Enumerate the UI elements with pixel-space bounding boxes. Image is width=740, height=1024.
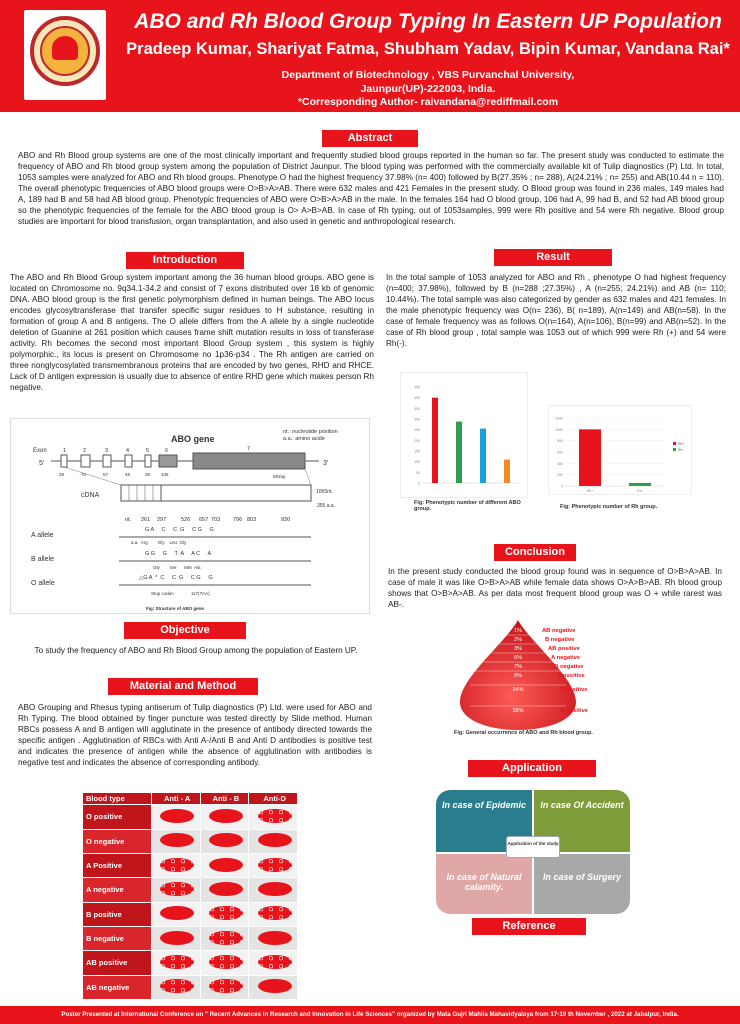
smooth-well [249, 829, 298, 853]
exon-3 [103, 455, 111, 467]
agglutinated-well [200, 975, 249, 999]
pyramid-pct: 6% [514, 655, 522, 661]
table-row-label: O negative [83, 829, 152, 853]
o-allele-label: O allele [31, 580, 55, 587]
pyramid-pct: 38% [512, 708, 524, 714]
table-row-label: A negative [83, 878, 152, 902]
university-logo [24, 10, 106, 100]
abo-gene-figure [10, 418, 370, 614]
y-tick-label: 450 [414, 385, 420, 390]
exon-num-7: 7 [247, 446, 251, 452]
result-text: In the total sample of 1053 analyzed for ABO and Rh , phenotype O had highest frequency (n=400; 37.98%), followed by B (n=288 ;27.35%) , A (n=255; 24.21%) and AB (n= 110; 10.44%). The total sample was also categorized by gender as 632 males and 421 females. In the male phenotypic frequency was O(n= 236), B( n=189), A(n=149) and AB(n=58). In the case of female frequency was as follows O(n=164), A(n=106), B(n=99) and AB(n=52). In the case of Rh blood group , total sample was 1053 out of which 999 were Rh (+) and 54 were Rh(-). [386, 273, 726, 348]
y-tick-label: 1000 [555, 427, 563, 432]
pos-297: 297 [157, 517, 167, 523]
smooth-well [249, 926, 298, 950]
agglutinated-well [249, 805, 298, 829]
exon-size-4: 48 [125, 472, 131, 477]
gene-figure-caption: Fig: Structure of ABO gene [146, 606, 204, 611]
y-tick-label: 0 [561, 484, 563, 489]
pyramid-pct: 7% [514, 664, 522, 670]
pyramid-pct: 2% [514, 637, 522, 643]
bar-Rh- [629, 483, 651, 486]
table-header-anti-a: Anti - A [151, 793, 200, 805]
smooth-well [200, 878, 249, 902]
exon-num-4: 4 [126, 448, 130, 454]
o-allele-bases: △G A * C C G C G G [139, 575, 213, 581]
blood-drop-figure [460, 620, 630, 730]
conclusion-heading: Conclusion [494, 544, 576, 561]
bar-B [456, 422, 462, 483]
table-row [83, 926, 298, 950]
legend-swatch [673, 448, 676, 451]
pos-526: 526 [181, 517, 191, 523]
blood-typing-table [82, 792, 298, 1000]
app-surgery [534, 854, 630, 914]
app-calamity [436, 854, 532, 914]
table-row-label: B negative [83, 926, 152, 950]
department [118, 68, 738, 96]
pos-803: 803 [247, 517, 257, 523]
y-tick-label: 1200 [555, 416, 563, 421]
exon-label: Exon [33, 448, 47, 454]
exon-5 [145, 455, 151, 467]
objective-heading: Objective [124, 622, 246, 639]
b-allele-aa: Gly Ser Met Ala [153, 565, 201, 570]
conclusion-text: In the present study conducted the blood group found was in sequence of O>B>A>AB. In case of male it was like O>B>A>AB while female data shows O>A>B>AB. Rh blood group shows that O>B>A>AB. As per data most frequent blood group was O + while rarest was AB-. [388, 567, 722, 609]
a-allele-aa: a.a. Arg Gly Leu Gly [131, 540, 187, 545]
y-tick-label: 800 [557, 439, 563, 444]
application-heading: Application [468, 760, 596, 777]
smooth-well [200, 805, 249, 829]
blood-drop-svg [460, 620, 630, 730]
exon-num-6: 6 [165, 448, 169, 454]
y-tick-label: 350 [414, 406, 420, 411]
table-row-label: O positive [83, 805, 152, 829]
objective-text: To study the frequency of ABO and Rh Blood Group among the population of Eastern UP. [34, 646, 358, 655]
pos-796: 796 [233, 517, 243, 523]
y-tick-label: 200 [557, 473, 563, 478]
abo-bar-chart [400, 372, 528, 498]
gene-note-2: a.a.: amino acide [283, 436, 325, 442]
pyramid-pct: 1% [514, 628, 522, 634]
poster-title: ABO and Rh Blood Group Typing In Eastern UP Population [134, 10, 722, 33]
exon-size-5: 35 [145, 472, 151, 477]
app-surgery-text: In case of Surgery [542, 872, 622, 882]
exon-num-1: 1 [63, 448, 67, 454]
a-allele-bases: G A C C G C G G [145, 527, 214, 533]
table-row-label: A Positive [83, 853, 152, 877]
stop-codon: Stop codon [151, 591, 174, 596]
exon-num-2: 2 [83, 448, 87, 454]
exon-7 [193, 453, 305, 469]
pyramid-label: A negative [551, 655, 581, 661]
smooth-well [151, 926, 200, 950]
agglutinated-well [200, 926, 249, 950]
smooth-well [200, 853, 249, 877]
b-allele-bases: G G G T A A C A [145, 551, 212, 557]
legend-label: Rh+ [678, 442, 685, 446]
x-tick-label: Rh+ [586, 489, 594, 493]
nt-label: nt. [125, 517, 132, 523]
agglutinated-well [151, 975, 200, 999]
table-row [83, 878, 298, 902]
material-text: ABO Grouping and Rhesus typing antiserum of Tulip diagnostics (P) Ltd. were used for ABO and Rh Typing. The blood obtained by finger puncture was tested directly by Slide method. Human RBCs possess A and B antigen will agglutinate in the presence of antibody directed towards the specific antigen . Agglutination of RBCs with Anti A-/Anti B and Anti D antibodies is positive test and indicates the presence of antigen while the absence of agglutination with antibodies is negative test and indicates the absence of corresponding antibody. [18, 703, 372, 767]
y-tick-label: 250 [414, 428, 420, 433]
exon-num-5: 5 [146, 448, 150, 454]
table-header-anti-b: Anti - B [200, 793, 249, 805]
agglutinated-well [249, 853, 298, 877]
agglutinated-well [249, 951, 298, 975]
application-grid [436, 790, 630, 914]
table-row-label: B positive [83, 902, 152, 926]
rh-bar-chart [548, 405, 692, 495]
legend-swatch [673, 442, 676, 445]
table-row-label: AB negative [83, 975, 152, 999]
pyramid-pct: 9% [514, 673, 522, 679]
introduction-text: The ABO and Rh Blood Group system important among the 36 human blood groups. ABO gene is located on Chromosome no. 9q34.1-34.2 and consist of 7 exons distributed over 18 kb of genomic DNA. ABO blood group is the first genetic polymorphism defined in human beings. The ABO locus encodes glycosyltransferase that transfer specific sugar residues to H substance, resulting in formation of group A and B antigens. The O allele differs from the A allele by a single nucleotide deletion of Guanine at 261 position which causes frame shift mutation results in loss of transferase activity. Rh becomes the second most important Blood Group system , this system is highly polymorphic., its locus is present on Chromosome no 1p36-p34 . The Rh antigen are carried on three nonglycosylated transmembranous proteins that are encoded by two genes, RHD and RHCE. Lack of D antigen expression is usually due to absence of entire RHD gene which makes person Rh negative. [10, 273, 374, 392]
pyramid-pct: 34% [512, 687, 524, 693]
abo-chart-caption: Fig: Phenotypic number of different ABO group. [414, 500, 521, 512]
pyramid-label: O negative [554, 664, 584, 670]
five-prime: 5' [39, 460, 45, 467]
agglutinated-well [200, 902, 249, 926]
cdna-label: cDNA [81, 492, 100, 499]
pyramid-label: B positive [557, 673, 585, 679]
cdna-nt: 1065nt. [316, 489, 333, 495]
y-tick-label: 50 [416, 470, 420, 475]
stop-position: 117(TAA) [191, 591, 210, 596]
cdna-aa: 355 a.a. [317, 503, 336, 509]
y-tick-label: 400 [414, 396, 420, 401]
introduction-heading: Introduction [126, 252, 244, 269]
app-calamity-text: In case of Natural calamity. [446, 872, 522, 892]
app-epidemic-text: In case of Epidemic [441, 800, 527, 810]
b-allele-label: B allele [31, 556, 54, 563]
dept-line-1: Department of Biotechnology , VBS Purvanchal University, [281, 69, 575, 81]
pyramid-label: O positive [560, 708, 589, 714]
dept-line-2: Jaunpur(UP)-222003, India. [360, 83, 496, 95]
three-prime: 3' [323, 460, 329, 467]
pyramid-label: AB negative [542, 628, 576, 634]
exon-size-2: 70 [81, 472, 87, 477]
pyramid-pct: 3% [514, 646, 522, 652]
y-tick-label: 150 [414, 449, 420, 454]
agglutinated-well [151, 951, 200, 975]
rh-chart-svg [549, 406, 693, 496]
material-heading: Material and Method [108, 678, 258, 695]
table-row [83, 829, 298, 853]
exon-2 [81, 455, 90, 467]
exon-size-7: 691bp [273, 474, 286, 479]
exon-6 [159, 455, 177, 467]
gene-note-1: nt.: nucleotide position [283, 429, 338, 435]
abstract-text: ABO and Rh Blood group systems are one of the most clinically important and frequently studied blood groups reported in the human so far. The present study was conducted to estimate the frequency of ABO and Rh blood group system among the population of District Jaunpur. The blood typing was performed with the commercially available kit of Tulip diagnostics (P) Ltd. In total, 1053 samples were analyzed for ABO and Rh blood groups. Phenotype O had the highest frequency 37.98% (n= 400) followed by B(27.35% ; n= 288), A(24.21% ; n= 255) and AB(10.44 n = 110). The overall phenotypic frequencies of ABO blood groups were O>B>A>AB. There were 632 males and 421 Females in the present study. O Blood group was found in 236 males, 149 males had A, 189 had B and 58 had AB blood group. Phenotypic frequencies of ABO were O>B>A>AB in the male. In the females 164 had O blood group, 106 had A, 99 had B, and 52 had AB blood group so the phenotypic frequencies of the female for the ABO blood group is O> A>B>AB. In case of Rh typing, out of 1053samples, 999 were Rh positive and 54 were Rh negative. Blood group studies are important for blood transfusion, organ transplantation, and also used in genetic and anthropological research. [18, 151, 724, 226]
corresponding-author: *Corresponding Author- raivandana@rediffmail.com [297, 96, 559, 108]
agglutinated-well [200, 951, 249, 975]
y-tick-label: 200 [414, 438, 420, 443]
agglutinated-well [151, 878, 200, 902]
pos-261: 261 [141, 517, 151, 523]
abo-gene-svg [11, 419, 371, 615]
bar-O [432, 398, 438, 483]
smooth-well [151, 805, 200, 829]
y-tick-label: 300 [414, 417, 420, 422]
a-allele-label: A allele [31, 532, 54, 539]
table-header-anti-d: Anti-D [249, 793, 298, 805]
x-tick-label: Rh- [637, 489, 643, 493]
pos-930: 930 [281, 517, 291, 523]
table-row [83, 951, 298, 975]
bar-Rh+ [579, 429, 601, 486]
abstract-heading: Abstract [322, 130, 418, 147]
pyramid-label: A positive [560, 687, 588, 693]
y-tick-label: 400 [557, 461, 563, 466]
gene-title: ABO gene [171, 434, 215, 444]
smooth-well [249, 975, 298, 999]
app-center: Application of the study [506, 836, 560, 858]
blood-table [82, 792, 298, 1000]
table-row [83, 975, 298, 999]
abo-chart-svg [401, 373, 529, 499]
footer: Poster Presented at International Conference on " Recent Advances in Research and Innovation in Life Sciences" organized by Mata Gujri Mahila Mahavidyalaya from 17-19 th November , 2022 at Jabalpur, India. [0, 1006, 740, 1024]
result-heading: Result [494, 249, 612, 266]
pyramid-label: AB positive [548, 646, 580, 652]
pos-657: 657 [199, 517, 209, 523]
pyramid-label: B negative [545, 637, 575, 643]
agglutinated-well [249, 902, 298, 926]
y-tick-label: 100 [414, 460, 420, 465]
table-header-blood-type: Blood type [83, 793, 152, 805]
blood-drop-caption: Fig: General occurrence of ABO and Rh blood group. [454, 730, 593, 736]
exon-size-1: 28 [59, 472, 65, 477]
table-row [83, 853, 298, 877]
table-row [83, 902, 298, 926]
exon-size-6: 136 [161, 472, 169, 477]
bar-AB [504, 460, 510, 483]
smooth-well [151, 829, 200, 853]
smooth-well [249, 878, 298, 902]
table-row-label: AB positive [83, 951, 152, 975]
reference-heading: Reference [472, 918, 586, 935]
smooth-well [151, 902, 200, 926]
y-tick-label: 0 [418, 481, 420, 486]
y-tick-label: 600 [557, 450, 563, 455]
legend-label: Rh- [678, 448, 684, 452]
table-row [83, 805, 298, 829]
rh-chart-caption: Fig: Phenotypic number of Rh group. [560, 504, 658, 510]
bar-A [480, 429, 486, 483]
exon-size-3: 57 [103, 472, 109, 477]
smooth-well [200, 829, 249, 853]
author-list: Pradeep Kumar, Shariyat Fatma, Shubham Yadav, Bipin Kumar, Vandana Rai* [126, 40, 730, 58]
exon-4 [125, 455, 132, 467]
pos-703: 703 [211, 517, 221, 523]
agglutinated-well [151, 853, 200, 877]
exon-num-3: 3 [105, 448, 109, 454]
exon-1 [61, 455, 67, 467]
app-accident-text: In case Of Accident [540, 800, 624, 810]
